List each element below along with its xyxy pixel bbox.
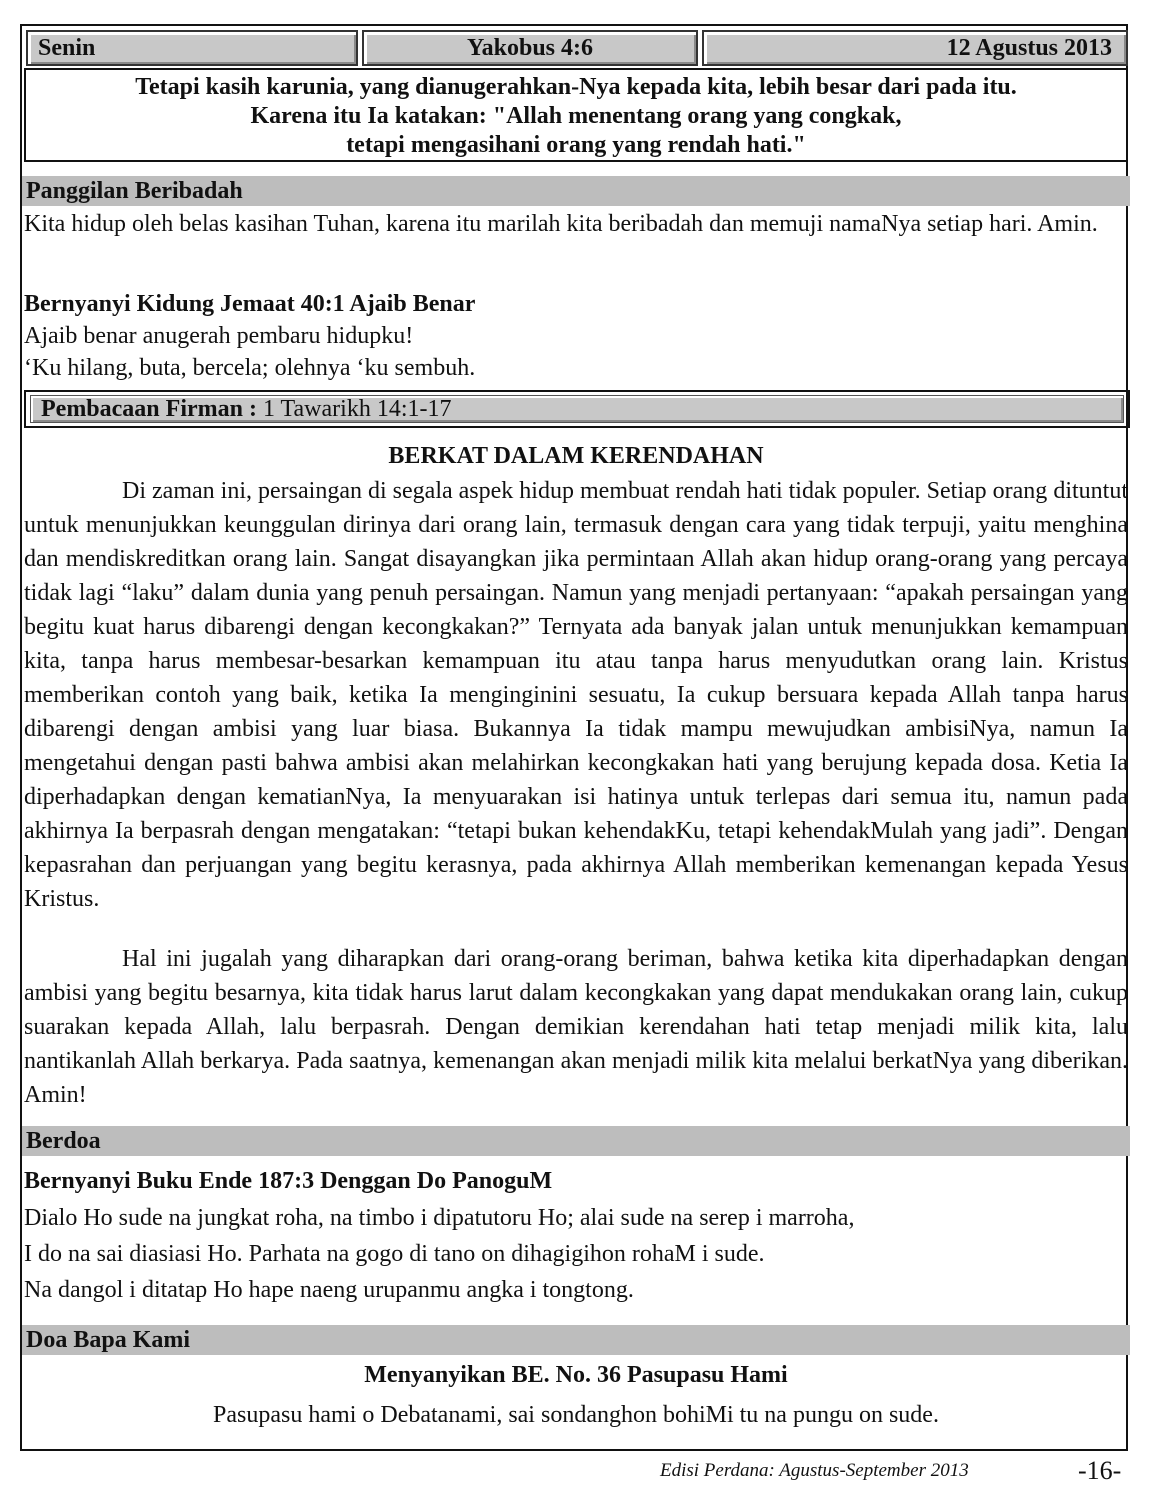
lords-prayer-heading: Doa Bapa Kami [22,1325,1130,1355]
song2-line-2: I do na sai diasiasi Ho. Parhata na gogo di tano on dihagigihon rohaM i sude. [24,1241,765,1267]
call-to-worship-heading: Panggilan Beribadah [22,176,1130,206]
closing-song-title: Menyanyikan BE. No. 36 Pasupasu Hami [364,1362,788,1388]
song2-line-3: Na dangol i ditatap Ho hape naeng urupanmu angka i tongtong. [24,1277,634,1303]
header-row [26,30,1128,66]
sermon-paragraph-1: Di zaman ini, persaingan di segala aspek hidup membuat rendah hati tidak populer. Setiap orang dituntut untuk menunjukkan keunggulan dirinya dari orang lain, termasuk dengan cara yang tidak terpuji, yaitu menghina dan mendiskreditkan orang lain. Sangat disayangkan jika permintaan Allah akan hidup orang-orang yang percaya tidak lagi “laku” dalam dunia yang penuh persaingan. Namun yang menjadi pertanyaan: “apakah persaingan yang begitu kuat harus dibarengi dengan kecongkakan?” Ternyata ada banyak jalan untuk menunjukkan kemampuan kita, tanpa harus membesar-besarkan kemampuan itu atau tanpa harus menyudutkan orang lain. Kristus memberikan contoh yang baik, ketika Ia menginginini sesuatu, Ia cukup bersuara kepada Allah tanpa harus dibarengi dengan ambisi yang luar biasa. Bukannya Ia tidak mampu mewujudkan ambisiNya, namun Ia mengetahui dengan pasti bahwa ambisi akan melahirkan kecongkakan hati yang berujung kepada dosa. Ketia Ia diperhadapkan dengan kematianNya, Ia menyuarakan isi hatinya untuk terlepas dari semua itu, namun pada akhirnya Ia berpasrah dengan mengatakan: “tetapi bukan kehendakKu, tetapi kehendakMulah yang jadi”. Dengan kepasrahan dan perjuangan yang begitu kerasnya, pada akhirnya Allah memberikan kemenangan kepada Yesus Kristus. [24,478,1128,912]
song1-line-1: Ajaib benar anugerah pembaru hidupku! [24,323,414,349]
song2-title: Bernyanyi Buku Ende 187:3 Denggan Do PanoguM [24,1168,553,1194]
edition-footer: Edisi Perdana: Agustus-September 2013 [660,1460,969,1481]
scripture-reading-passage: 1 Tawarikh 14:1-17 [262,396,452,422]
song2-line-1: Dialo Ho sude na jungkat roha, na timbo i dipatutoru Ho; alai sude na serep i marroha, [24,1205,855,1231]
scripture-reading-label: Pembacaan Firman : [41,396,257,422]
header-date-cell [702,30,1128,66]
song1-title: Bernyanyi Kidung Jemaat 40:1 Ajaib Benar [24,291,476,317]
header-date: 12 Agustus 2013 [946,35,1112,61]
sermon-title: BERKAT DALAM KERENDAHAN [388,443,764,469]
header-reference-cell [362,30,698,66]
song1-line-2: ‘Ku hilang, buta, bercela; olehnya ‘ku sembuh. [24,355,476,381]
page-number: -16- [1078,1456,1122,1485]
call-to-worship-text: Kita hidup oleh belas kasihan Tuhan, karena itu marilah kita beribadah dan memuji namaNya setiap hari. Amin. [24,211,1098,237]
header-reference: Yakobus 4:6 [466,35,594,61]
scripture-reading-bar [30,395,1124,423]
header-day-cell [26,30,358,66]
closing-song-line: Pasupasu hami o Debatanami, sai sondanghon bohiMi tu na pungu on sude. [213,1402,939,1428]
prayer-heading: Berdoa [22,1126,1130,1156]
key-verse [24,68,1128,162]
header-day: Senin [38,35,96,61]
verse-line-1: Tetapi kasih karunia, yang dianugerahkan-Nya kepada kita, lebih besar dari pada itu. [135,74,1017,100]
verse-line-3: tetapi mengasihani orang yang rendah hati." [346,132,806,158]
verse-line-2: Karena itu Ia katakan: "Allah menentang orang yang congkak, [250,103,902,129]
scripture-reading-box [24,390,1130,428]
sermon-paragraph-2: Hal ini jugalah yang diharapkan dari orang-orang beriman, bahwa ketika kita diperhadapkan dengan ambisi yang begitu besarnya, kita tidak harus larut dalam kecongkakan yang dapat mendukakan orang lain, cukup suarakan kepada Allah, lalu berpasrah. Dengan demikian kerendahan hati tetap menjadi milik kita, lalu nantikanlah Allah berkarya. Pada saatnya, kemenangan akan menjadi milik kita melalui berkatNya yang diberikan. Amin! [24,946,1128,1108]
